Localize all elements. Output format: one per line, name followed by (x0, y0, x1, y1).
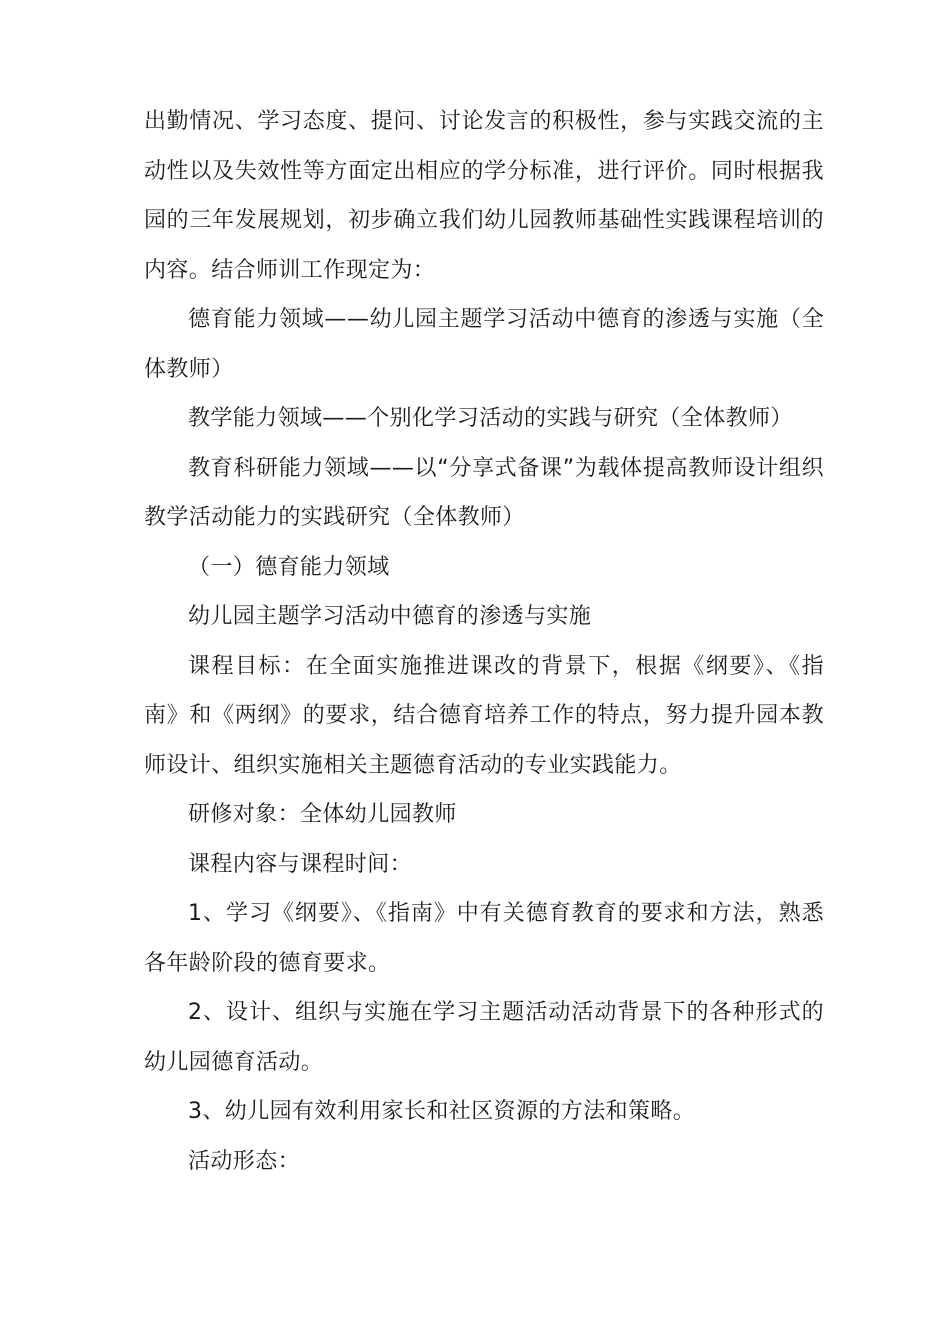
course-title: 幼儿园主题学习活动中德育的渗透与实施 (188, 604, 592, 629)
list-item-3: 3、幼儿园有效利用家长和社区资源的方法和策略。 (188, 1099, 696, 1124)
paragraph-target-audience: 研修对象：全体幼儿园教师 (188, 802, 457, 827)
list-item-1: 1、学习《纲要》、《指南》中有关德育教育的要求和方法，熟悉各年龄阶段的德育要求。 (144, 901, 824, 976)
paragraph-intro: 出勤情况、学习态度、提问、讨论发言的积极性，参与实践交流的主动性以及失效性等方面定出相应的学分标准，进行评价。同时根据我园的三年发展规划，初步确立我们幼儿园教师基础性实践课程培训的内容。结合师训工作现定为： (144, 109, 824, 283)
paragraph-activity-form: 活动形态： (188, 1148, 301, 1174)
document-body (144, 97, 824, 1186)
paragraph-moral-domain: 德育能力领域——幼儿园主题学习活动中德育的渗透与实施（全体教师） (144, 307, 824, 382)
paragraph-teaching-domain: 教学能力领域——个别化学习活动的实践与研究（全体教师） (188, 406, 793, 431)
paragraph-research-domain: 教育科研能力领域——以“分享式备课”为载体提高教师设计组织教学活动能力的实践研究（全体教师） (144, 455, 824, 530)
paragraph-course-goal: 课程目标：在全面实施推进课改的背景下，根据《纲要》、《指南》和《两纲》的要求，结合德育培养工作的特点，努力提升园本教师设计、组织实施相关主题德育活动的专业实践能力。 (144, 653, 824, 778)
paragraph-content-heading: 课程内容与课程时间： (188, 851, 413, 877)
list-item-2: 2、设计、组织与实施在学习主题活动活动背景下的各种形式的幼儿园德育活动。 (144, 1000, 824, 1075)
section-heading-moral: （一）德育能力领域 (188, 554, 390, 580)
